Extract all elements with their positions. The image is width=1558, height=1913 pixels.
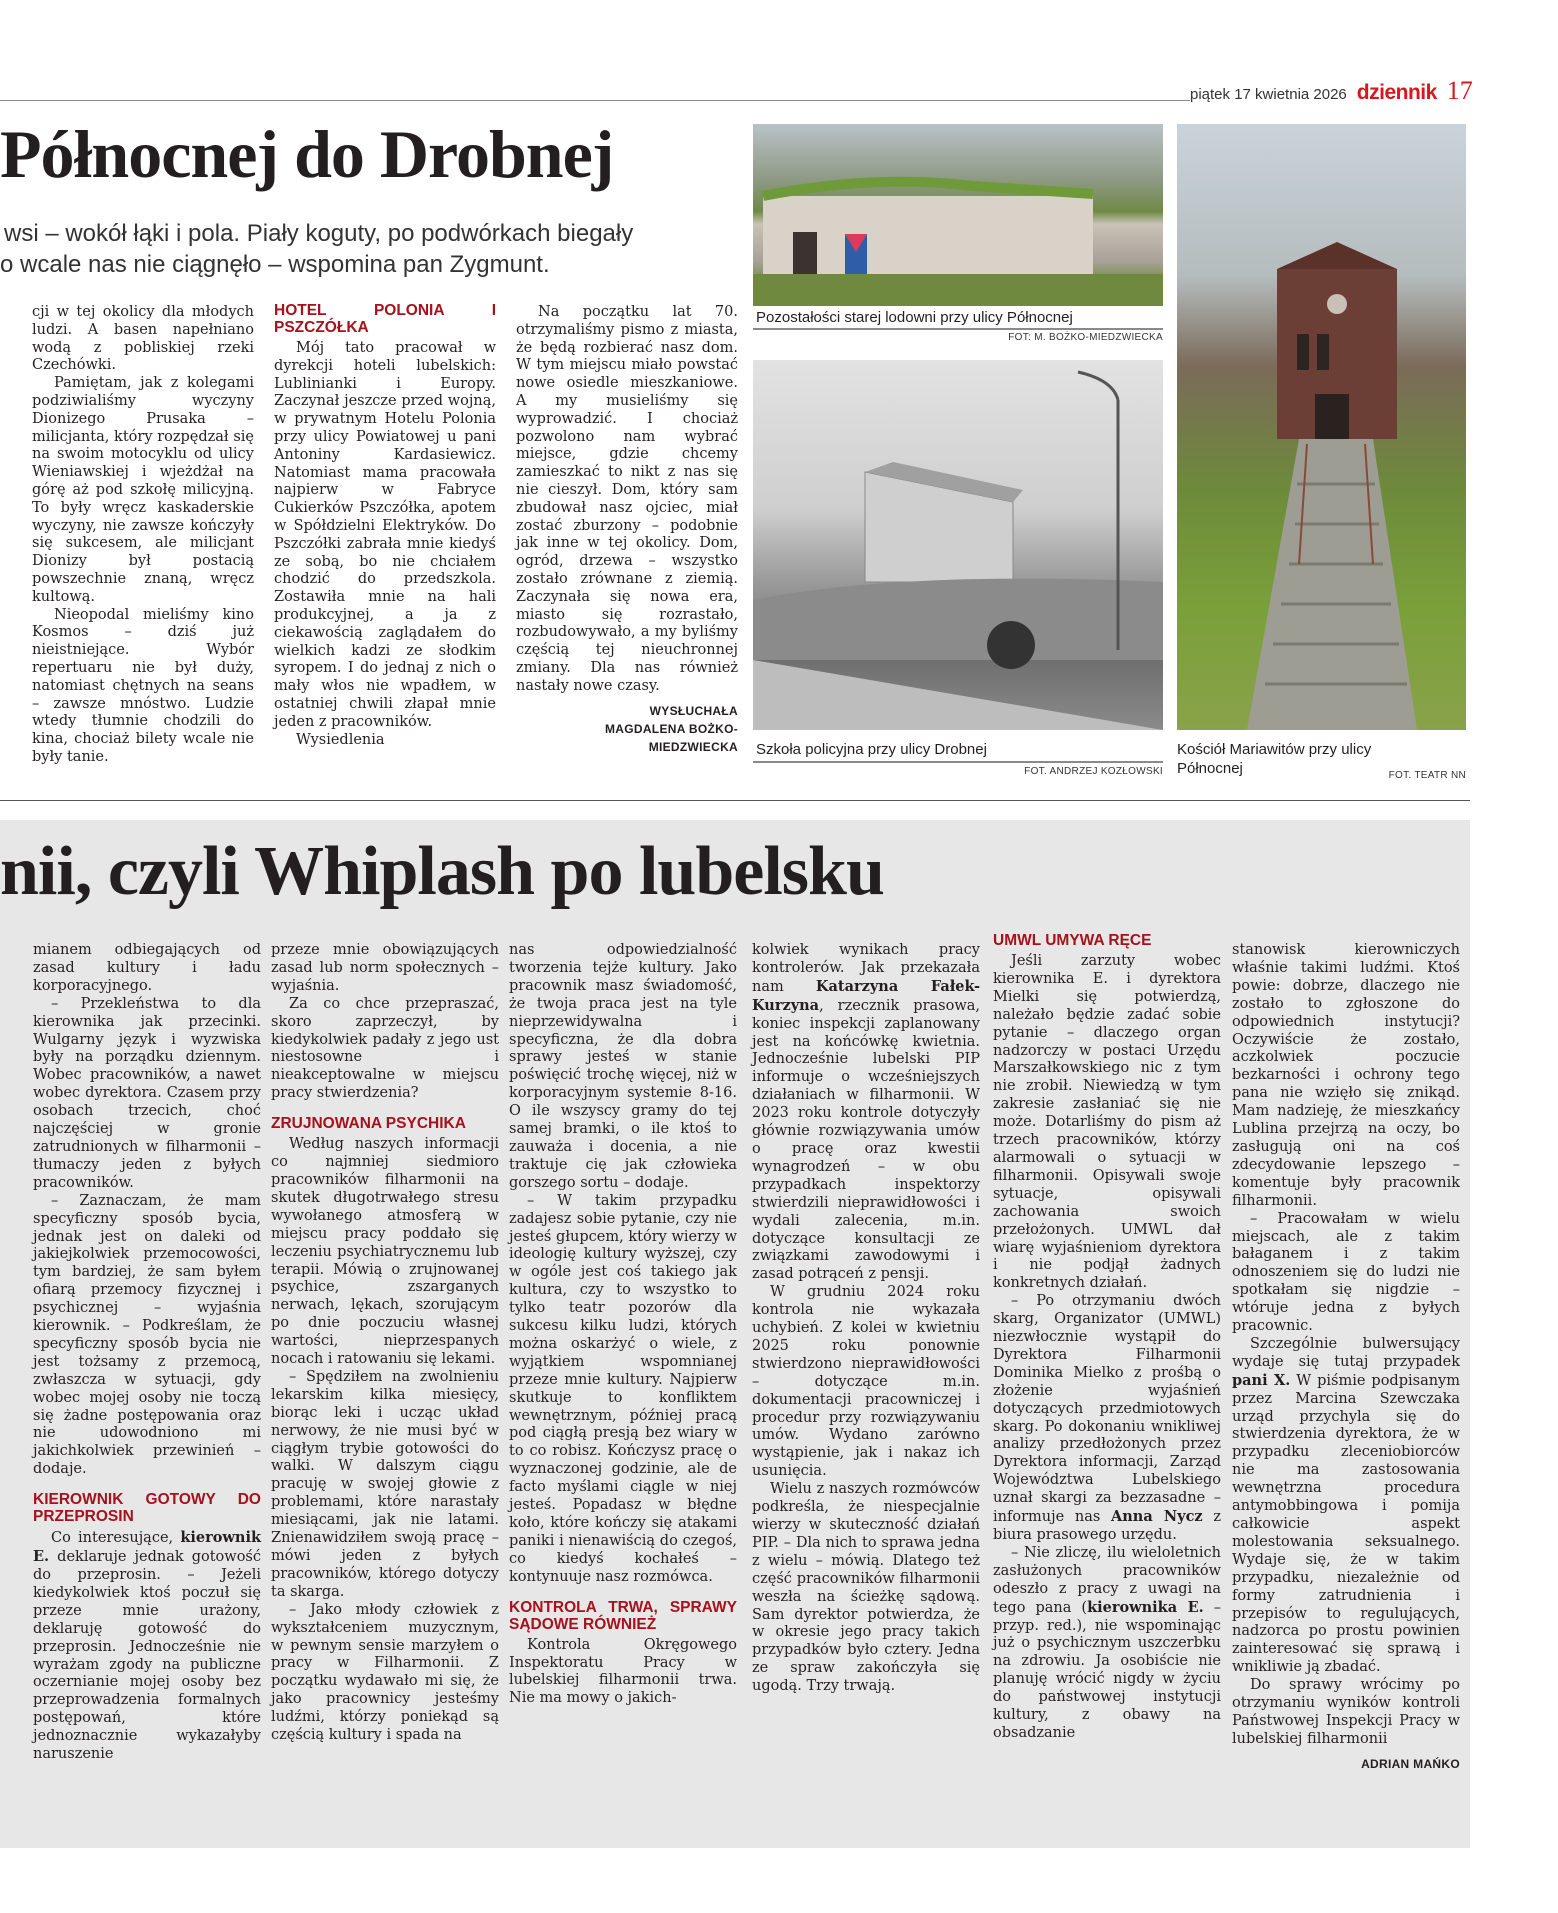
text-run: Szczególnie bulwersujący wydaje się tutaj przypadek [1232,1335,1460,1370]
bottom-column-5 [993,932,1221,1743]
section-divider [0,800,1470,801]
lead-line: o wcale nas nie ciągnęło – wspomina pan Zygmunt. [0,251,550,278]
police-school-illustration [753,360,1163,730]
paragraph: Na początku lat 70. otrzymaliśmy pismo z miasta, że będą rozbierać nasz dom. W tym miejscu miało powstać nowe osiedle mieszkaniowe. A my musieliśmy się wyprowadzić. I chociaż pozwolono nam wybrać miejsce, gdzie chcemy zamieszkać to nikt z nas się nie cieszył. Dom, który sam zbudował nasz ojciec, miał zostać zburzony – podobnie jak inne w tej okolicy. Dom, ogród, drzewa – wszystko zostało zrównane z ziemią. Zaczynała się nowa era, miasto się rozrastało, rozbudowywało, a my byliśmy częścią tej nieuchronnej zmiany. Dla nas również nastały nowe czasy. [516,304,738,694]
page-number: 17 [1446,76,1473,105]
caption-line: Kościół Mariawitów przy ulicy [1177,741,1372,758]
photo-credit: FOT. TEATR NN [1388,770,1466,781]
text-run: Co interesujące, [51,1530,181,1547]
caption-rule [753,328,1163,330]
paragraph: – Jako młody człowiek z wykształceniem muzycznym, w pewnym sensie marzyłem o pracy w Filharmonii. Z początku wydawało mi się, że jako pracownicy jesteśmy ludźmi, którzy poniekąd są częścią kultury i spada na [271,1601,499,1744]
paragraph: Kontrola Okręgowego Inspektoratu Pracy w lubelskiej filharmonii trwa. Nie ma mowy o jakich- [509,1636,737,1707]
top-column-3 [516,304,738,756]
paragraph [1232,1336,1460,1677]
byline: ADRIAN MAŃKO [1361,1756,1460,1771]
paragraph: Pamiętam, jak z kolegami podziwialiśmy wyczyny Dionizego Prusaka – milicjanta, który rozpędzał się na swoim motocyklu od ulicy Wieniawskiej i wjeżdżał na górę aż pod szkołę milicyjną. To były wręcz kaskaderskie wyczyny, nie zawsze kończyły się sukcesem, ale milicjant Dionizy był postacią powszechnie znaną, wręcz kultową. [32,375,254,605]
paragraph: – Pracowałam w wielu miejscach, ale z takim bałaganem i z takim odnoszeniem się do ludzi nie spotkałam się nigdzie – wtóruje jedna z byłych pracownic. [1232,1210,1460,1335]
text-run: , rzecznik prasowa, koniec inspekcji zaplanowany jest na końcówkę kwietnia. Jednocześnie lubelski PIP informuje o wcześniejszych działaniach w filharmonii. W 2023 roku kontrole dotyczyły głównie rozwiązywania umów o pracę oraz kwestii wynagrodzeń – w obu przypadkach inspektorzy stwierdzili nieprawidłowości i wydali zalecenia, m.in. dotyczące konsultacji ze związkami zawodowymi i zasad potrąceń z pensji. [752,997,980,1283]
top-column-1 [32,304,254,767]
bottom-column-1 [33,942,261,1764]
caption-line: Północnej [1177,760,1243,777]
text-run: deklaruje jednak gotowość do przeprosin. – Jeżeli kiedykolwiek ktoś poczuł się przeze mnie urażony, deklaruję gotowość do przeprosin. Jednocześnie nie wyrażam zgody na publiczne oczernianie mojej osoby bez przeprowadzenia formalnych postępowań, które jednoznacznie wykazałyby naruszenie [33,1549,261,1763]
paragraph [33,1529,261,1764]
paragraph: – Zaznaczam, że mam specyficzny sposób bycia, jednak jest on daleki od jakiejkolwiek przemocowości, tym bardziej, że sam byłem ofiarą przemocy fizycznej i psychicznej – wyjaśnia kierownik. – Podkreślam, że specyficzny sposób bycia nie jest tożsamy z przemocą, zwłaszcza w sytuacji, gdy wobec mojej osoby nie toczą się żadne postępowania oraz nie udowodniono mi jakichkolwiek przewinień – dodaje. [33,1192,261,1478]
paragraph: Za co chce przepraszać, skoro zaprzeczył, by kiedykolwiek padały z jego ust niestosowne i nieakceptowalne w miejscu pracy stwierdzenia? [271,995,499,1102]
photo-caption: Pozostałości starej lodowni przy ulicy Północnej [756,309,1073,326]
paragraph: nas odpowiedzialność tworzenia tejże kultury. Jako pracownik masz świadomość, że twoja praca jest na tyle nieprzewidywalna i specyficzna, że dla dobra sprawy jesteś w stanie poświęcić trochę więcej, niż w korporacyjnym systemie 8-16. O ile wszyscy gramy do tej samej bramki, o ile ktoś to zauważa i docenia, a nie traktuje cię jak człowieka gorszego sortu – dodaje. [509,942,737,1191]
paragraph: – Przekleństwa to dla kierownika jak przecinki. Wulgarny język i wyzwiska były na porządku dziennym. Wobec pracowników, a nawet wobec dyrektora. Czasem przy osobach trzecich, choć najczęściej w gronie zatrudnionych w filharmonii – tłumaczy jeden z byłych pracowników. [33,995,261,1191]
paragraph [993,1293,1221,1545]
section-subhead: ZRUJNOWANA PSYCHIKA [271,1115,466,1133]
top-article-title: Północnej do Drobnej [0,116,614,192]
bold-name: pani X. [1232,1371,1291,1389]
text-run: W piśmie podpisanym przez Marcina Szewczaka urząd przychyla się do stwierdzenia dyrektora, że w przypadku zleceniobiorców nie ma zastosowania wewnętrzna procedura antymobbingowa i pomija całkowicie aspekt molestowania seksualnego. Wydaje się, że w takim przypadku, niezależnie od formy zatrudnienia i przepisów to regulujących, nadzorca po prostu powinien zainteresować się sprawą i wnikliwie ją zbadać. [1232,1372,1461,1676]
icehouse-illustration [753,124,1163,306]
section-subhead: KONTROLA TRWA, SPRAWY SĄDOWE RÓWNIEŻ [509,1598,737,1633]
paragraph [993,1545,1221,1743]
section-subhead: KIEROWNIK GOTOWY DO PRZEPROSIN [33,1491,261,1526]
bold-name: kierownika E. [1087,1598,1204,1616]
bottom-article-title: nii, czyli Whiplash po lubelsku [0,833,884,910]
paragraph: stanowisk kierowniczych właśnie takimi ludźmi. Ktoś powie: dobrze, dlaczego nie zostało to zgłoszone do odpowiednich instytucji? Oczywiście że zostało, aczkolwiek poczucie bezkarności i ochrony tego pana nie wzięło się znikąd. Mam nadzieję, że mieszkańcy Lublina przejrzą na oczy, bo zasługują oni na coś zdecydowanie lepszego – komentuje były pracownik filharmonii. [1232,942,1460,1209]
photo-credit: FOT: M. BOŻKO-MIEDZWIECKA [1008,332,1163,343]
paragraph [752,942,980,1284]
paragraph: – W takim przypadku zadajesz sobie pytanie, czy nie jesteś głupcem, który wierzy w ideologię kultury wyższej, czy w ogóle jest coś takiego jak kultura, czy to wszystko to tylko teatr pozorów dla sukcesu kilku ludzi, których można oskarżyć o wiele, z wyjątkiem wspomnianej przeze mnie kultury. Najpierw skutkuje to konfliktem wewnętrznym, później pracą pod ciągłą presją bez wiary w to co robisz. Kończysz pracę o wyznaczonej godzinie, ale de facto myślami ciągle w niej jesteś. Popadasz w błędne koło, które kończy się atakami paniki i nienawiścią do czegoś, co kiedyś kochałeś – kontynuuje nasz rozmówca. [509,1192,737,1585]
bottom-column-6 [1232,942,1460,1773]
paragraph: Nieopodal mieliśmy kino Kosmos – dziś już nieistniejące. Wybór repertuaru nie był duży, natomiast chętnych na seans – zawsze mnóstwo. Ludzie wtedy tłumnie chodzili do kina, chociaż bilety wcale nie były tanie. [32,606,254,765]
photo-icehouse [753,124,1163,306]
text-run: z biura prasowego urzędu. [993,1509,1221,1543]
top-article-lead [0,218,633,280]
paragraph: mianem odbiegających od zasad kultury i ładu korporacyjnego. [33,942,261,994]
photo-church [1177,124,1466,730]
paragraph: Jeśli zarzuty wobec kierownika E. i dyrektora Mielki się potwierdzą, należało będzie zadać sobie pytanie – dlaczego organ nadzorczy w postaci Urzędu Marszałkowskiego nic z tym nie zrobił. Niewiedzą w tym zakresie zasłaniać się nie może. Dotarliśmy do pism aż trzech pracowników, którzy alarmowali o sytuacji w filharmonii. Opisywali swoje sytuacje, opisywali zachowania swoich przełożonych. UMWL dał wiarę wyjaśnieniom dyrektora i nie podjął żadnych konkretnych działań. [993,953,1221,1292]
paragraph: Do sprawy wrócimy po otrzymaniu wyników kontroli Państwowej Inspekcji Pracy w lubelskiej filharmonii [1232,1677,1460,1747]
masthead-rule [0,100,1190,101]
byline-name: MAGDALENA BOŻKO-MIEDZWIECKA [604,721,738,754]
paragraph: – Spędziłem na zwolnieniu lekarskim kilka miesięcy, biorąc leki i ucząc układ nerwowy, że nie musi być w ciągłym trybie gotowości do walki. W dalszym ciągu pracuję w swojej głowie z problemami, które narastały miesiącami, jak nie latami. Znienawidziłem swoją pracę – mówi jeden z byłych pracowników, którego dotyczy ta skarga. [271,1368,499,1600]
bottom-column-3 [509,942,737,1708]
text-run: – Nie zliczę, ilu wieloletnich zasłużonych pracowników odeszło z pracy z uwagi na tego pana ( [993,1544,1221,1616]
text-run: – Po otrzymaniu dwóch skarg, Organizator (UMWL) niezwłocznie wystąpił do Dyrektora Filharmonii Dominika Mielko z prośbą o złożenie wyjaśnień dotyczących przedmiotowych skarg. Po dokonaniu wnikliwej analizy przedłożonych przez Dyrektora informacji, Zarząd Województwa Lubelskiego uznał skargi za bezzasadne – informuje nas [993,1293,1221,1526]
paragraph: przeze mnie obowiązujących zasad lub norm społecznych – wyjaśnia. [271,942,499,994]
lead-line: wsi – wokół łąki i pola. Piały koguty, po podwórkach biegały [4,220,634,247]
photo-caption: Szkoła policyjna przy ulicy Drobnej [756,741,987,758]
paragraph: Mój tato pracował w dyrekcji hoteli lubelskich: Lublinianki i Europy. Zaczynał jeszcze przed wojną, w prywatnym Hotelu Polonia przy ulicy Powiatowej u pani Antoniny Kardasiewicz. Natomiast mama pracowała najpierw w Fabryce Cukierków Pszczółka, apotem w Spółdzielni Elektryków. Do Pszczółki zabrała mnie kiedyś ze sobą, bo nie chciałem chodzić do przedszkola. Zostawiła mnie na hali produkcyjnej, a ja z ciekawością zaglądałem do wielkich kadzi ze słodkim syropem. I do jednaj z nich o mały włos nie wpadłem, w ostatniej chwili złapał mnie jeden z pracowników. [274,340,496,730]
bold-name: Katarzyna Fałek-Kurzyna [752,977,980,1014]
paragraph: W grudniu 2024 roku kontrola nie wykazała uchybień. Z kolei w kwietniu 2025 roku ponownie stwierdzono nieprawidłowości – dotyczące m.in. dokumentacji pracowniczej i procedur przy rozwiązywaniu umów. Wydano zarówno wystąpienie, jak i nakaz ich usunięcia. [752,1284,980,1480]
photo-credit: FOT. ANDRZEJ KOZŁOWSKI [1024,766,1163,777]
paragraph: Wysiedlenia [296,731,385,748]
bold-name: Anna Nycz [1111,1508,1203,1526]
section-subhead: UMWL UMYWA RĘCE [993,932,1152,949]
bottom-column-2 [271,942,499,1745]
text-run: – przyp. red.), nie wspominając już o psychicznym uszczerbku na zdrowiu. Ja osobiście nie planuję wrócić nigdy w życiu do państwowej instytucji kultury, z obawy na obsadzanie [993,1599,1221,1741]
top-column-2 [274,300,496,749]
paragraph: cji w tej okolicy dla młodych ludzi. A basen napełniano wodą z pobliskiej rzeki Czechówki. [32,304,254,374]
bold-name: kierownik E. [33,1529,261,1566]
newspaper-logo: dziennik [1356,81,1437,104]
church-illustration [1177,124,1466,730]
issue-date: piątek 17 kwietnia 2026 [1190,86,1347,103]
paragraph: Według naszych informacji co najmniej siedmioro pracowników filharmonii na skutek długotrwałego stresu wywołanego atmosferą w miejscu pracy poddało się leczeniu psychiatrycznemu lub terapii. Mówią o zrujnowanej psychice, zszarganych nerwach, lękach, szorującym po dnie poczuciu własnej wartości, nieprzespanych nocach i ratowaniu się lekami. [271,1136,499,1368]
paragraph: Wielu z naszych rozmówców podkreśla, że niespecjalnie wierzy w skuteczność działań PIP. – Dla nich to sprawa jedna z wielu – mówią. Dlatego też część pracowników filharmonii weszła na ścieżkę sądową. Sam dyrektor potwierdza, że w okresie jego pracy takich przypadków było cztery. Jedna ze spraw zakończyła się ugodą. Trzy trwają. [752,1481,980,1695]
text-run: kolwiek wynikach pracy kontrolerów. Jak przekazała nam [752,942,980,995]
byline-label: WYSŁUCHAŁA [649,703,738,718]
caption-rule [753,761,1163,763]
bottom-column-4 [752,942,980,1696]
masthead [1190,76,1473,106]
section-subhead: HOTEL POLONIA I PSZCZÓŁKA [274,302,496,336]
photo-police-school [753,360,1163,730]
